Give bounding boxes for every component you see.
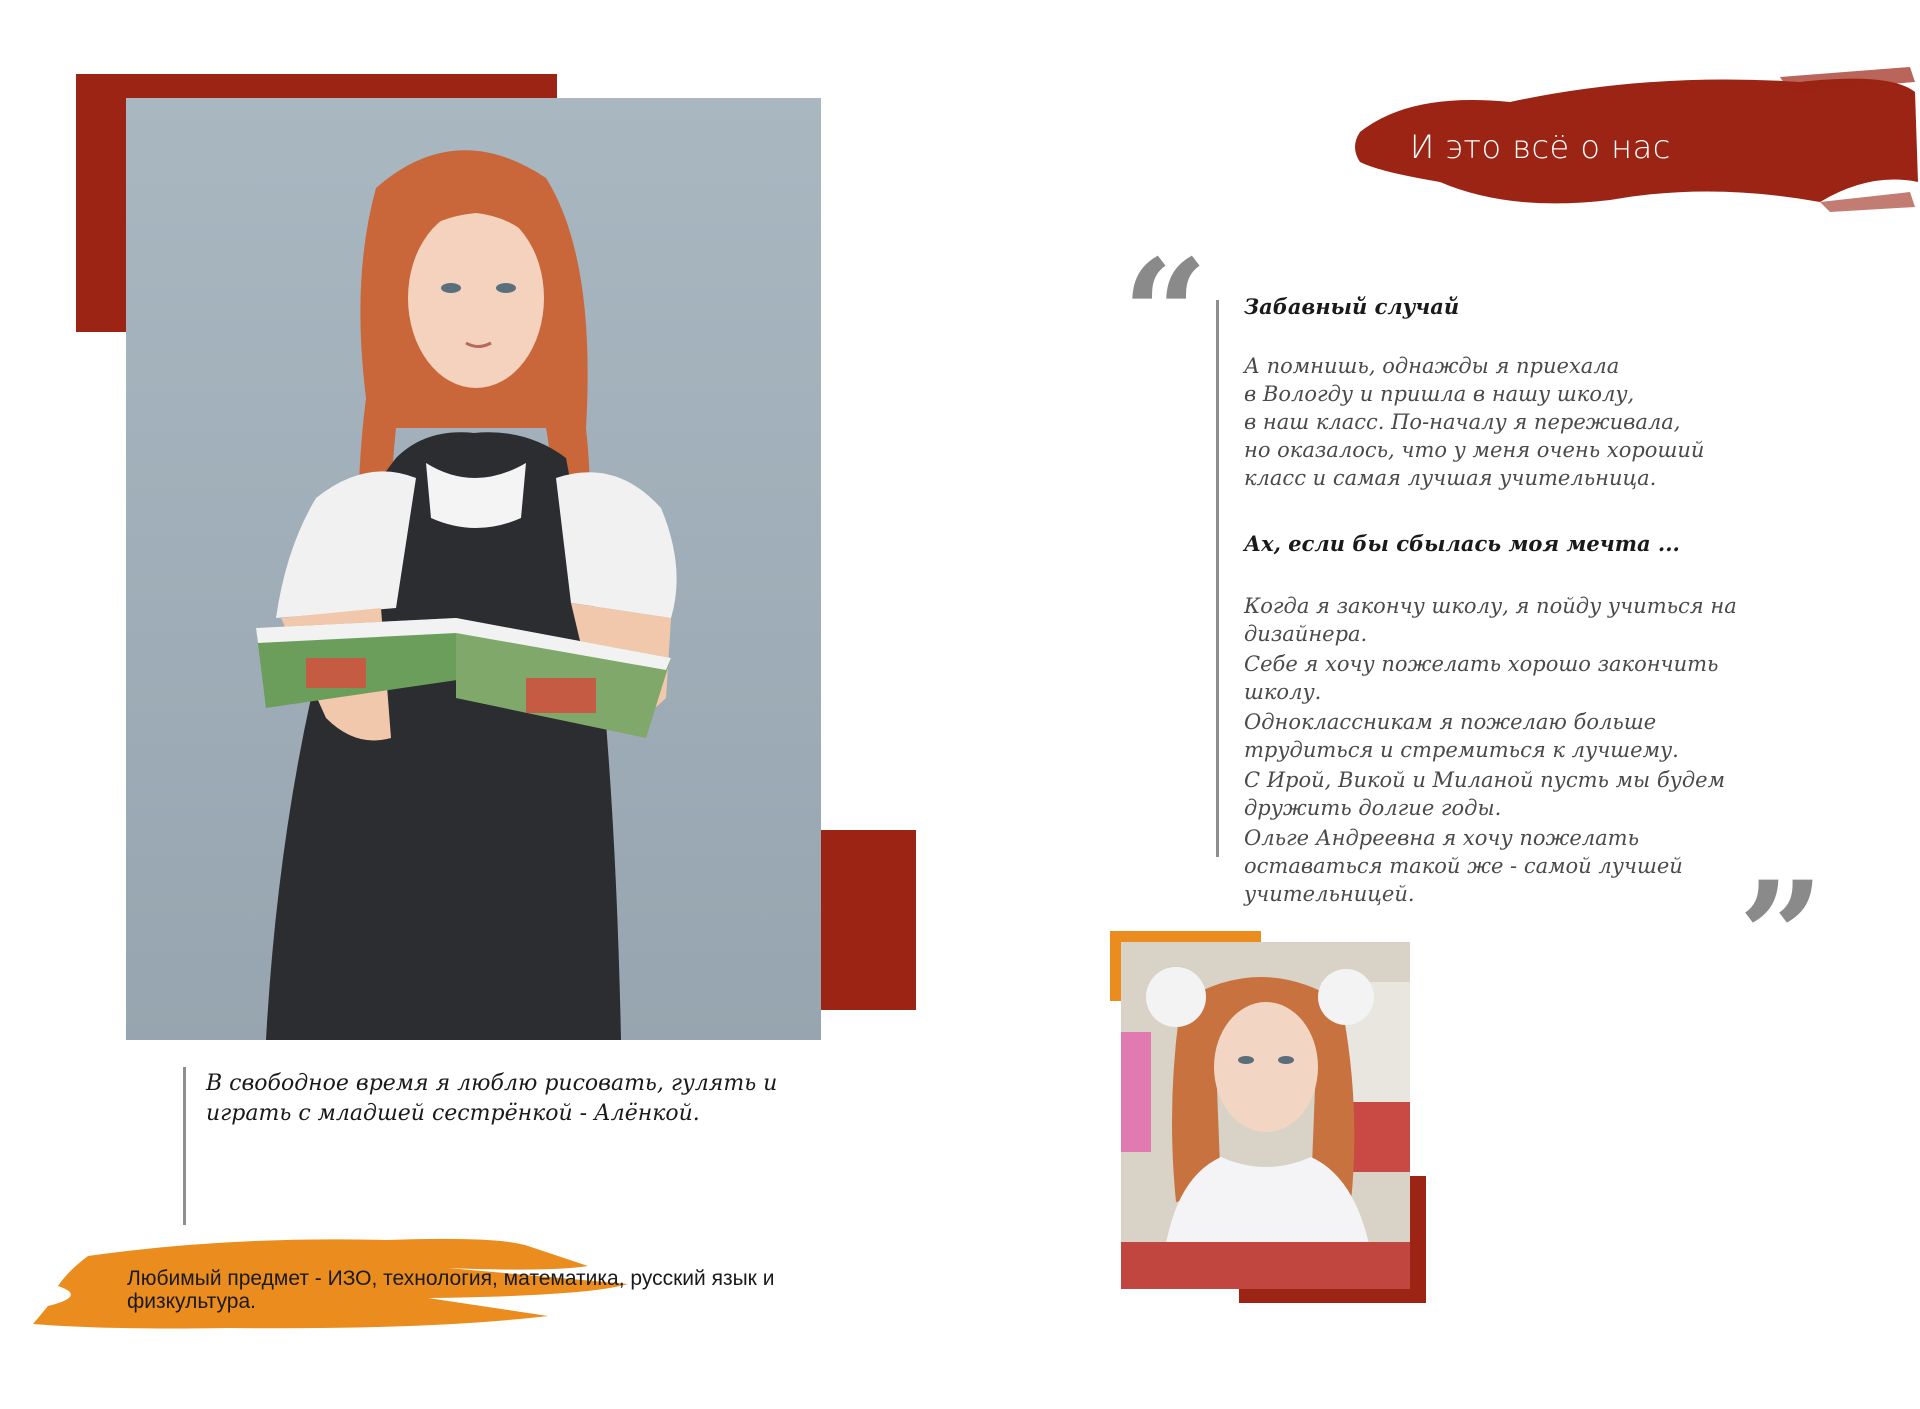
favorite-subjects-text: Любимый предмет - ИЗО, технология, математика, русский язык и физкультура. xyxy=(127,1267,775,1313)
main-portrait-photo xyxy=(126,98,821,1040)
divider xyxy=(1216,300,1219,857)
story-line: в Вологду и пришла в нашу школу, xyxy=(1244,382,1635,406)
story-text xyxy=(1244,352,1764,492)
dream-paragraph: С Ирой, Викой и Миланой пусть мы будем дружить долгие годы. xyxy=(1244,768,1725,820)
page-title: И это всё о нас xyxy=(1410,128,1671,166)
classroom-photo xyxy=(1121,942,1410,1289)
decorative-red-block xyxy=(821,830,916,1010)
dream-paragraph: Одноклассникам я пожелаю больше трудиться и стремиться к лучшему. xyxy=(1244,710,1679,762)
hobby-text: В свободное время я люблю рисовать, гулять и играть с младшей сестрёнкой - Алёнкой. xyxy=(206,1071,778,1126)
story-line: но оказалось, что у меня очень хороший xyxy=(1244,438,1705,462)
close-quote-icon: ” xyxy=(1738,849,1825,1025)
dream-paragraph: Когда я закончу школу, я пойду учиться на дизайнера. xyxy=(1244,594,1737,646)
open-quote-icon: “ xyxy=(1122,227,1209,403)
story-line: А помнишь, однажды я приехала xyxy=(1244,354,1620,378)
dream-text xyxy=(1244,592,1774,910)
dream-paragraph: Себе я хочу пожелать хорошо закончить школу. xyxy=(1244,652,1719,704)
story-line: в наш класс. По-началу я переживала, xyxy=(1244,410,1681,434)
divider xyxy=(183,1067,186,1225)
dream-heading: Ах, если бы сбылась моя мечта ... xyxy=(1244,531,1680,556)
dream-paragraph: Ольге Андреевна я хочу пожелать оставаться такой же - самой лучшей учительницей. xyxy=(1244,826,1683,906)
story-line: класс и самая лучшая учительница. xyxy=(1244,466,1657,490)
story-heading: Забавный случай xyxy=(1244,294,1460,319)
